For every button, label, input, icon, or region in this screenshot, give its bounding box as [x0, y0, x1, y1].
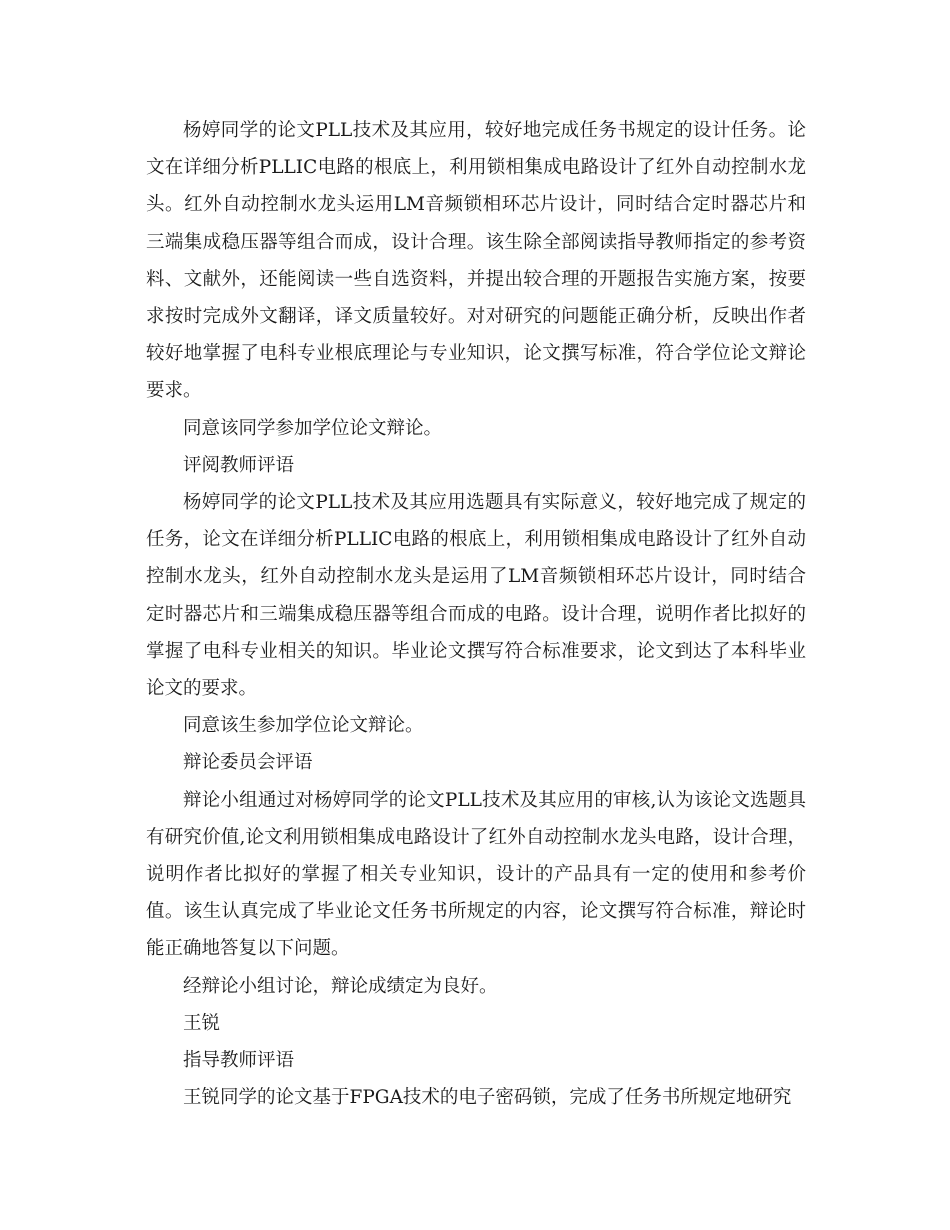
paragraph-advisor-comment-yang: 杨婷同学的论文PLL技术及其应用，较好地完成任务书规定的设计任务。论文在详细分析PLLIC电路的根底上，利用锁相集成电路设计了红外自动控制水龙头。红外自动控制水龙头运用LM音频锁相环芯片设计，同时结合定时器芯片和三端集成稳压器等组合而成，设计合理。该生除全部阅读指导教师指定的参考资料、文献外，还能阅读一些自选资料，并提出较合理的开题报告实施方案，按要求按时完成外文翻译，译文质量较好。对对研究的问题能正确分析，反映出作者较好地掌握了电科专业根底理论与专业知识，论文撰写标准，符合学位论文辩论要求。 [146, 120, 806, 402]
paragraph-reviewer-approval-yang: 同意该生参加学位论文辩论。 [183, 715, 424, 737]
student-name-wang: 王锐 [183, 1012, 221, 1034]
paragraph-advisor-approval-yang: 同意该同学参加学位论文辩论。 [183, 417, 443, 439]
heading-reviewer-comment: 评阅教师评语 [183, 454, 295, 476]
paragraph-committee-comment-yang: 辩论小组通过对杨婷同学的论文PLL技术及其应用的审核,认为该论文选题具有研究价值,论文利用锁相集成电路设计了红外自动控制水龙头电路，设计合理，说明作者比拟好的掌握了相关专业知识，设计的产品具有一定的使用和参考价值。该生认真完成了毕业论文任务书所规定的内容，论文撰写符合标准，辩论时能正确地答复以下问题。 [146, 789, 806, 960]
paragraph-advisor-comment-wang: 王锐同学的论文基于FPGA技术的电子密码锁，完成了任务书所规定地研究 [183, 1087, 792, 1109]
document-body [146, 112, 806, 1116]
heading-committee-comment: 辩论委员会评语 [183, 752, 313, 774]
heading-advisor-comment: 指导教师评语 [183, 1050, 295, 1072]
paragraph-reviewer-comment-yang: 杨婷同学的论文PLL技术及其应用选题具有实际意义，较好地完成了规定的任务，论文在详细分析PLLIC电路的根底上，利用锁相集成电路设计了红外自动控制水龙头，红外自动控制水龙头是运用了LM音频锁相环芯片设计，同时结合定时器芯片和三端集成稳压器等组合而成的电路。设计合理，说明作者比拟好的掌握了电科专业相关的知识。毕业论文撰写符合标准要求，论文到达了本科毕业论文的要求。 [146, 492, 806, 700]
paragraph-committee-result-yang: 经辩论小组讨论，辩论成绩定为良好。 [183, 975, 498, 997]
